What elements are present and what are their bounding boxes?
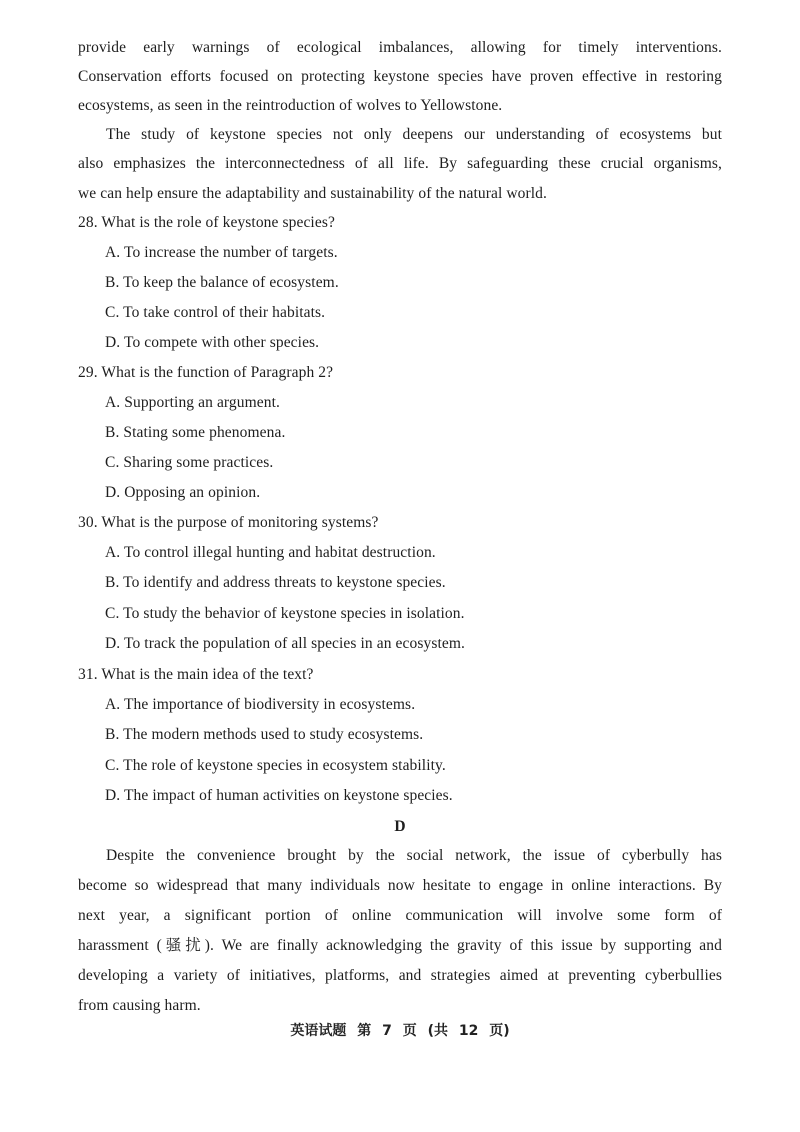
passage-line: provide early warnings of ecological imbalances, allowing for timely interventions. xyxy=(78,39,722,56)
option-label: D. xyxy=(105,787,121,804)
page-footer: 英语试题 第 7 页 (共 12 页) xyxy=(290,1023,510,1039)
option-29-b[interactable] xyxy=(105,423,285,443)
option-30-b[interactable] xyxy=(105,573,446,593)
passage-line: also emphasizes the interconnectedness of all life. By safeguarding these crucial organisms, xyxy=(78,155,722,172)
option-label: B. xyxy=(105,274,120,291)
option-label: B. xyxy=(105,424,120,441)
option-28-d[interactable] xyxy=(105,333,319,353)
question-28 xyxy=(78,213,335,233)
question-stem: What is the main idea of the text? xyxy=(101,666,314,683)
passage-line: developing a variety of initiatives, platforms, and strategies aimed at preventing cyberbullies xyxy=(78,967,722,984)
option-text: Sharing some practices. xyxy=(123,454,274,471)
passage-line: we can help ensure the adaptability and sustainability of the natural world. xyxy=(78,185,548,202)
passage-line: ecosystems, as seen in the reintroduction of wolves to Yellowstone. xyxy=(78,97,503,114)
question-stem: What is the purpose of monitoring systems? xyxy=(101,514,379,531)
question-number: 29. xyxy=(78,364,98,381)
option-31-b[interactable] xyxy=(105,725,423,745)
option-30-d[interactable] xyxy=(105,634,465,654)
option-text: The impact of human activities on keystone species. xyxy=(123,787,453,804)
option-text: To take control of their habitats. xyxy=(123,304,326,321)
option-text: To track the population of all species in an ecosystem. xyxy=(123,635,465,652)
passage-line: from causing harm. xyxy=(78,997,201,1014)
option-label: B. xyxy=(105,574,120,591)
option-text: Opposing an opinion. xyxy=(124,484,261,501)
option-label: D. xyxy=(105,334,121,351)
section-heading-d: D xyxy=(394,818,406,835)
passage-line: The study of keystone species not only deepens our understanding of ecosystems but xyxy=(106,126,722,143)
question-30 xyxy=(78,513,379,533)
option-label: D. xyxy=(105,635,121,652)
option-29-c[interactable] xyxy=(105,453,273,473)
option-label: A. xyxy=(105,394,121,411)
option-28-a[interactable] xyxy=(105,243,338,263)
option-31-a[interactable] xyxy=(105,695,415,715)
option-label: A. xyxy=(105,544,121,561)
passage-line: harassment (骚扰). We are finally acknowledging the gravity of this issue by supporting and xyxy=(78,937,722,954)
passage-line: become so widespread that many individuals now hesitate to engage in online interactions. By xyxy=(78,877,722,894)
passage-line: Conservation efforts focused on protecting keystone species have proven effective in restoring xyxy=(78,68,722,85)
option-28-b[interactable] xyxy=(105,273,339,293)
option-30-a[interactable] xyxy=(105,543,436,563)
question-31 xyxy=(78,665,314,685)
option-text: Supporting an argument. xyxy=(124,394,280,411)
option-label: A. xyxy=(105,244,121,261)
option-text: To increase the number of targets. xyxy=(123,244,338,261)
option-30-c[interactable] xyxy=(105,604,465,624)
option-label: C. xyxy=(105,454,120,471)
option-text: To study the behavior of keystone species in isolation. xyxy=(123,605,465,622)
option-28-c[interactable] xyxy=(105,303,325,323)
option-31-c[interactable] xyxy=(105,756,446,776)
question-number: 31. xyxy=(78,666,98,683)
option-label: C. xyxy=(105,605,120,622)
passage-line: next year, a significant portion of online communication will involve some form of xyxy=(78,907,722,924)
option-label: A. xyxy=(105,696,121,713)
option-text: To keep the balance of ecosystem. xyxy=(123,274,339,291)
option-text: Stating some phenomena. xyxy=(123,424,286,441)
passage-line: Despite the convenience brought by the social network, the issue of cyberbully has xyxy=(106,847,722,864)
question-29 xyxy=(78,363,333,383)
option-31-d[interactable] xyxy=(105,786,453,806)
question-number: 30. xyxy=(78,514,98,531)
option-text: The modern methods used to study ecosystems. xyxy=(123,726,424,743)
option-29-a[interactable] xyxy=(105,393,280,413)
option-label: B. xyxy=(105,726,120,743)
option-label: C. xyxy=(105,304,120,321)
question-stem: What is the function of Paragraph 2? xyxy=(101,364,334,381)
option-29-d[interactable] xyxy=(105,483,260,503)
option-text: To compete with other species. xyxy=(123,334,320,351)
option-text: To control illegal hunting and habitat destruction. xyxy=(123,544,436,561)
option-label: D. xyxy=(105,484,121,501)
option-label: C. xyxy=(105,757,120,774)
option-text: To identify and address threats to keystone species. xyxy=(123,574,446,591)
question-number: 28. xyxy=(78,214,98,231)
question-stem: What is the role of keystone species? xyxy=(101,214,335,231)
option-text: The importance of biodiversity in ecosystems. xyxy=(123,696,416,713)
option-text: The role of keystone species in ecosystem stability. xyxy=(123,757,446,774)
